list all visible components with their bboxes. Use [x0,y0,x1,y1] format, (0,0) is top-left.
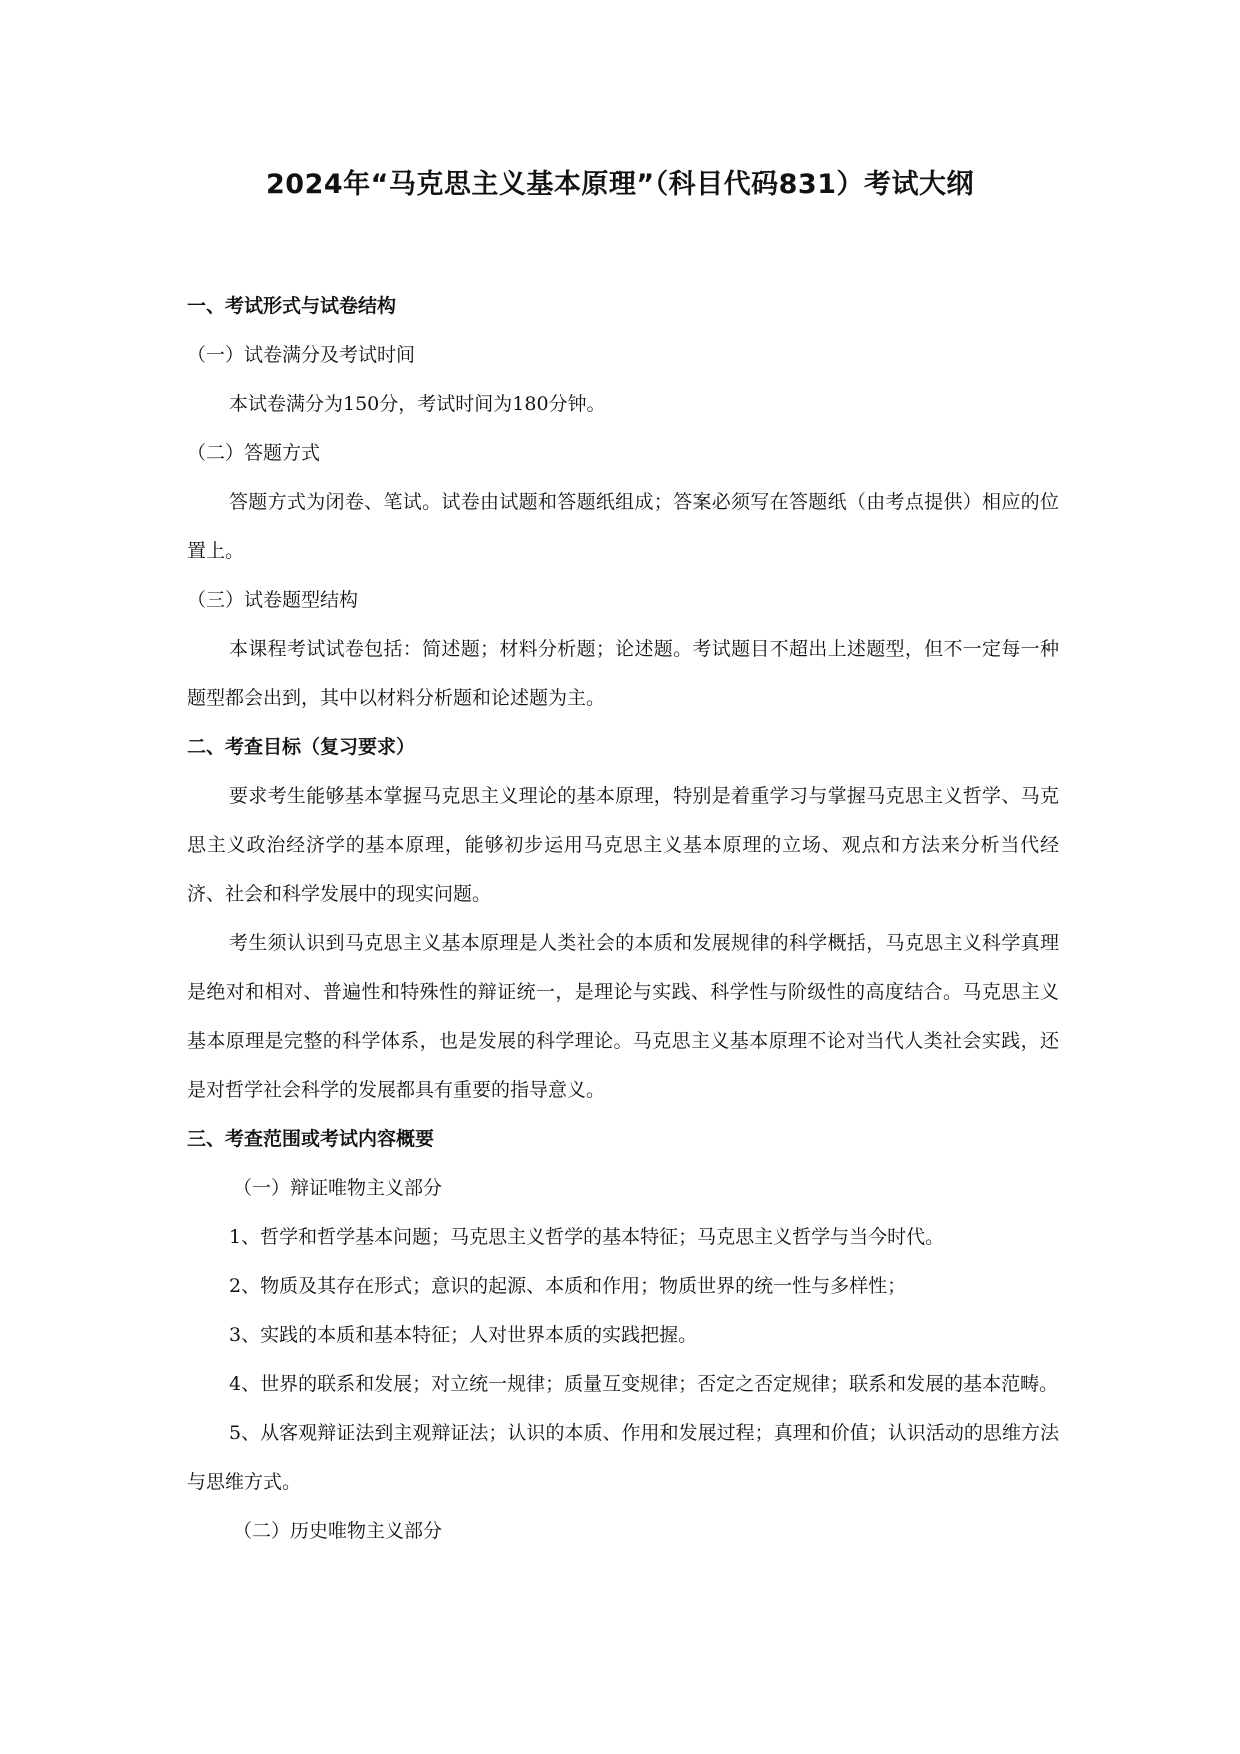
paragraph-score-time: 本试卷满分为150分，考试时间为180分钟。 [229,393,606,415]
list-item: 2、物质及其存在形式；意识的起源、本质和作用；物质世界的统一性与多样性； [229,1275,907,1297]
paragraph-answer-method: 答题方式为闭卷、笔试。试卷由试题和答题纸组成；答案必须写在答题纸（由考点提供）相应的位置上。 [187,491,1059,562]
subsection-heading-question-types: （三）试卷题型结构 [187,589,359,611]
paragraph-objectives-2: 考生须认识到马克思主义基本原理是人类社会的本质和发展规律的科学概括，马克思主义科学真理是绝对和相对、普遍性和特殊性的辩证统一，是理论与实践、科学性与阶级性的高度结合。马克思主义基本原理是完整的科学体系，也是发展的科学理论。马克思主义基本原理不论对当代人类社会实践，还是对哲学社会科学的发展都具有重要的指导意义。 [187,932,1059,1101]
section-heading-objectives: 二、考查目标（复习要求） [187,736,416,758]
subsection-heading-dialectical-materialism: （一）辩证唯物主义部分 [233,1177,443,1199]
list-item: 4、世界的联系和发展；对立统一规律；质量互变规律；否定之否定规律；联系和发展的基本范畴。 [229,1373,1059,1395]
section-heading-exam-format: 一、考试形式与试卷结构 [187,295,397,317]
subsection-heading-historical-materialism: （二）历史唯物主义部分 [233,1520,443,1542]
list-item: 5、从客观辩证法到主观辩证法；认识的本质、作用和发展过程；真理和价值；认识活动的思维方法与思维方式。 [187,1422,1059,1493]
subsection-heading-answer-method: （二）答题方式 [187,442,321,464]
list-item: 3、实践的本质和基本特征；人对世界本质的实践把握。 [229,1324,698,1346]
document-title: 2024年“马克思主义基本原理”（科目代码831）考试大纲 [266,169,974,200]
document-body [187,282,1059,1556]
section-heading-scope: 三、考查范围或考试内容概要 [187,1128,435,1150]
list-item: 1、哲学和哲学基本问题；马克思主义哲学的基本特征；马克思主义哲学与当今时代。 [229,1226,945,1248]
paragraph-question-types: 本课程考试试卷包括：简述题；材料分析题；论述题。考试题目不超出上述题型，但不一定每一种题型都会出到，其中以材料分析题和论述题为主。 [187,638,1059,709]
paragraph-objectives-1: 要求考生能够基本掌握马克思主义理论的基本原理，特别是着重学习与掌握马克思主义哲学、马克思主义政治经济学的基本原理，能够初步运用马克思主义基本原理的立场、观点和方法来分析当代经济、社会和科学发展中的现实问题。 [187,785,1059,905]
subsection-heading-score-time: （一）试卷满分及考试时间 [187,344,416,366]
